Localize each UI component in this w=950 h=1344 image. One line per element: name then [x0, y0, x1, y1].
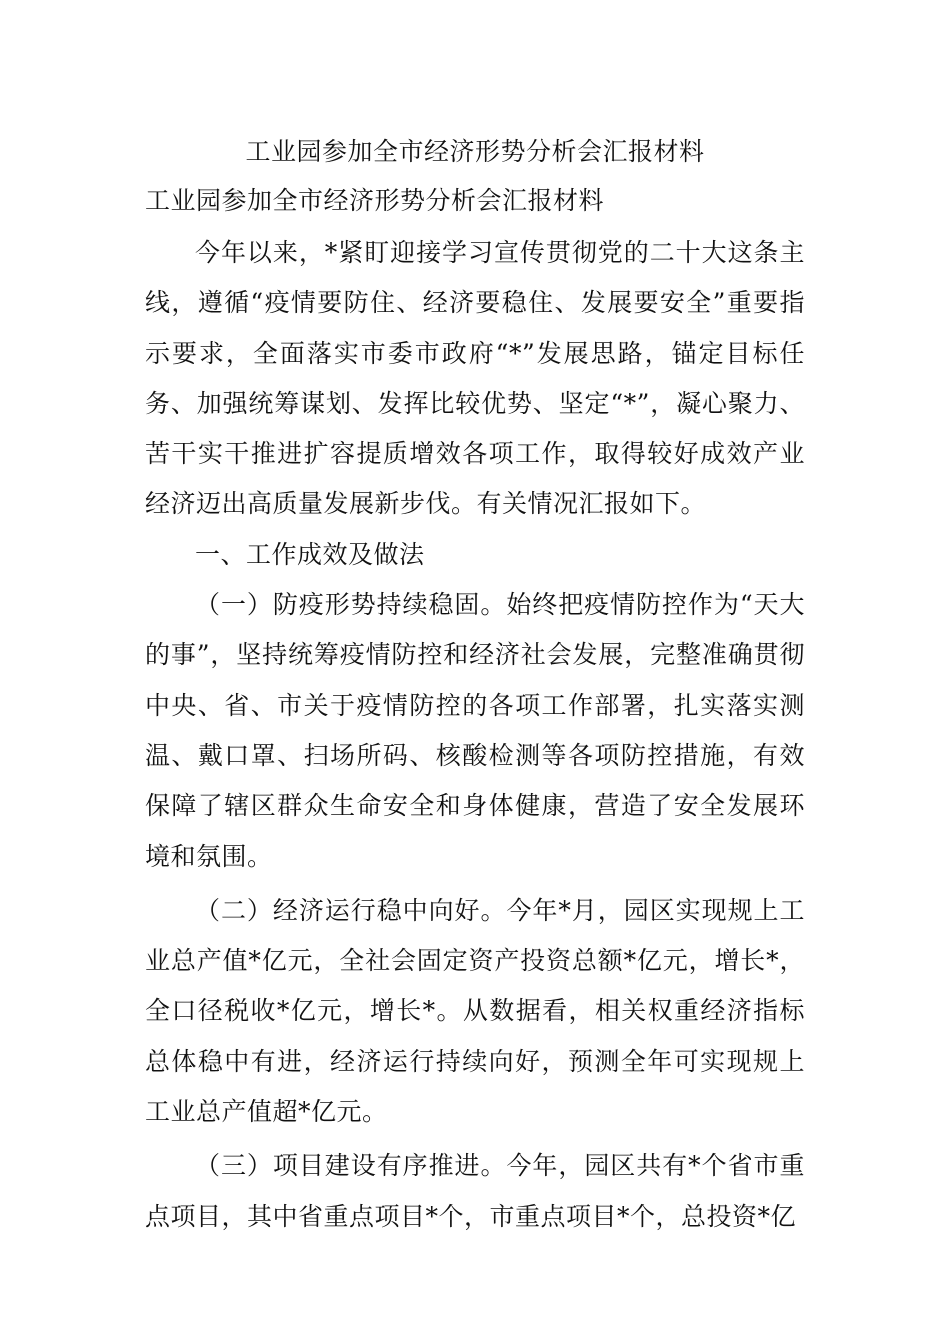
paragraph-epidemic: （一）防疫形势持续稳固。始终把疫情防控作为“天大的事”，坚持统筹疫情防控和经济社会发展，完整准确贯彻中央、省、市关于疫情防控的各项工作部署，扎实落实测温、戴口罩、扫场所码、核酸检测等各项防控措施，有效保障了辖区群众生命安全和身体健康，营造了安全发展环境和氛围。 [145, 590, 805, 871]
document-title: 工业园参加全市经济形势分析会汇报材料 [245, 137, 705, 166]
intro-paragraph: 今年以来，*紧盯迎接学习宣传贯彻党的二十大这条主线，遵循“疫情要防住、经济要稳住、发展要安全”重要指示要求，全面落实市委市政府“*”发展思路，锚定目标任务、加强统筹谋划、发挥比较优势、坚定“*”，凝心聚力、苦干实干推进扩容提质增效各项工作，取得较好成效产业经济迈出高质量发展新步伐。有关情况汇报如下。 [145, 238, 805, 519]
document-body [145, 228, 805, 1242]
paragraph-economy: （二）经济运行稳中向好。今年*月，园区实现规上工业总产值*亿元，全社会固定资产投资总额*亿元，增长*，全口径税收*亿元，增长*。从数据看，相关权重经济指标总体稳中有进，经济运行持续向好，预测全年可实现规上工业总产值超*亿元。 [145, 895, 805, 1127]
section-heading: 一、工作成效及做法 [195, 539, 425, 569]
paragraph-projects: （三）项目建设有序推进。今年，园区共有*个省市重点项目，其中省重点项目*个，市重点项目*个，总投资*亿 [145, 1151, 805, 1231]
document-subtitle: 工业园参加全市经济形势分析会汇报材料 [145, 186, 605, 215]
